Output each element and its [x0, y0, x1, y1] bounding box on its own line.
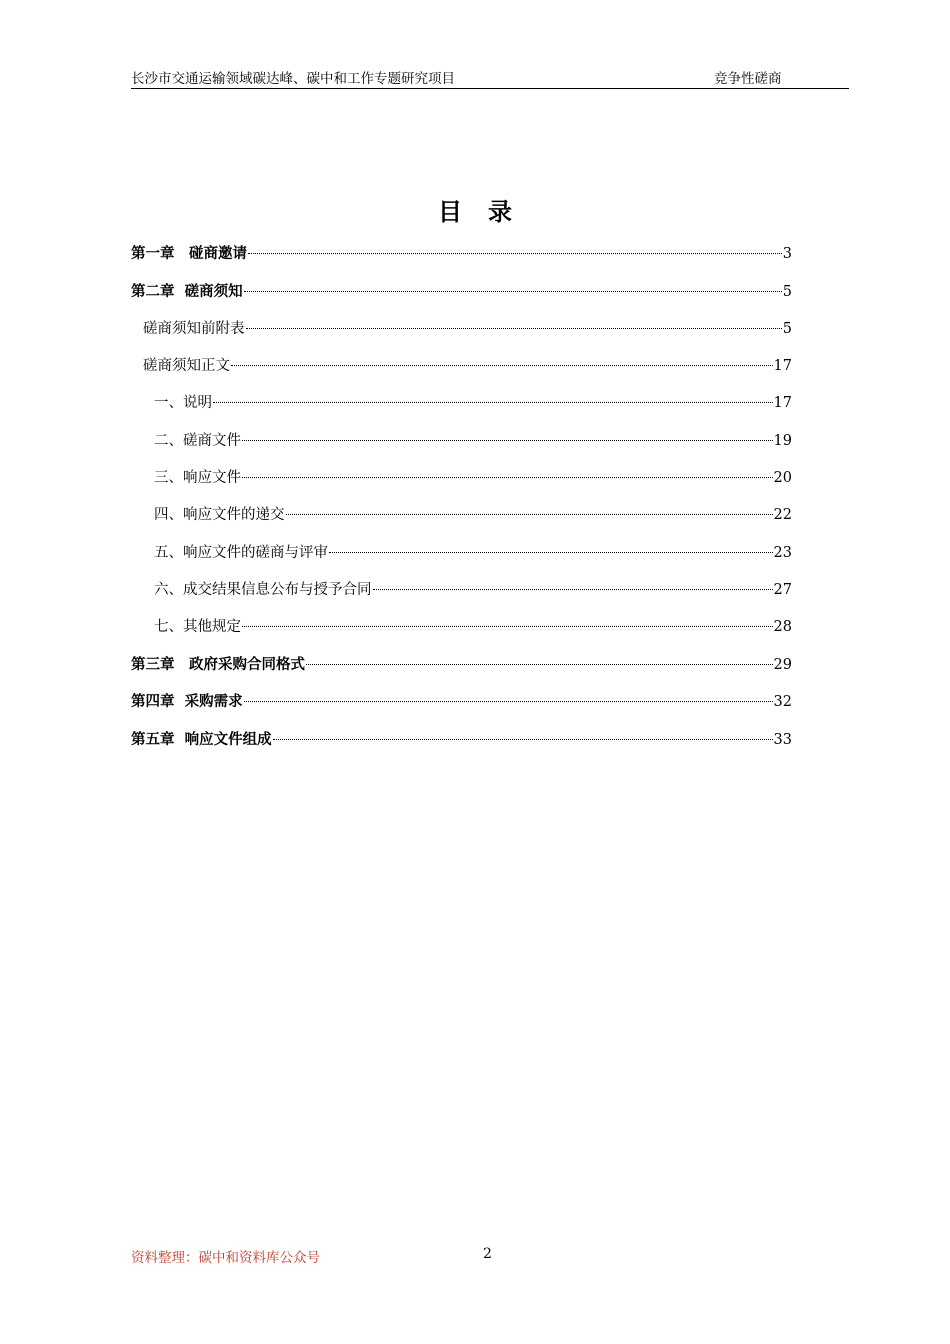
toc-leader-dots: [248, 253, 782, 254]
toc-leader-dots: [242, 440, 773, 441]
toc-entry-label: 第三章 政府采购合同格式: [131, 656, 305, 673]
page-number: 2: [483, 1246, 492, 1262]
toc-entry-main-text[interactable]: [143, 354, 792, 378]
toc-leader-dots: [213, 402, 773, 403]
toc-leader-dots: [244, 291, 782, 292]
toc-entry-chapter-2[interactable]: [131, 280, 792, 304]
toc-entry-label: 一、说明: [154, 395, 212, 411]
toc-entry-label: 三、响应文件: [154, 470, 241, 486]
toc-entry-page: 17: [773, 358, 792, 374]
toc-entry-label: 五、响应文件的磋商与评审: [154, 545, 328, 561]
toc-entry-page: 27: [773, 582, 792, 598]
toc-entry-chapter-5[interactable]: [131, 728, 792, 752]
toc-leader-dots: [273, 739, 773, 740]
toc-entry-page: 23: [773, 545, 792, 561]
toc-entry-label: 第五章 响应文件组成: [131, 731, 272, 748]
toc-entry-page: 17: [773, 395, 792, 411]
toc-entry-label: 磋商须知正文: [143, 358, 230, 374]
toc-entry-label: 七、其他规定: [154, 619, 241, 635]
toc-entry-label: 第一章 碰商邀请: [131, 245, 247, 262]
toc-entry-label: 六、成交结果信息公布与授予合同: [154, 582, 372, 598]
toc-entry-chapter-1[interactable]: [131, 242, 792, 266]
toc-entry-section-1[interactable]: [154, 391, 792, 415]
footer-source-note: 资料整理：碳中和资料库公众号: [131, 1250, 320, 1266]
toc-leader-dots: [373, 589, 773, 590]
header-project-title: 长沙市交通运输领域碳达峰、碳中和工作专题研究项目: [131, 71, 455, 87]
toc-leader-dots: [242, 477, 773, 478]
toc-title: 目录: [438, 197, 538, 226]
toc-entry-preface-table[interactable]: [143, 317, 792, 341]
toc-entry-label: 第二章 磋商须知: [131, 283, 243, 300]
toc-entry-label: 第四章 采购需求: [131, 693, 243, 710]
toc-entry-section-3[interactable]: [154, 466, 792, 490]
toc-entry-section-4[interactable]: [154, 503, 792, 527]
toc-entry-section-2[interactable]: [154, 429, 792, 453]
toc-entry-label: 四、响应文件的递交: [154, 507, 285, 523]
toc-entry-section-6[interactable]: [154, 578, 792, 602]
toc-entry-chapter-4[interactable]: [131, 690, 792, 714]
toc-entry-page: 32: [773, 694, 792, 710]
toc-entry-page: 5: [782, 284, 792, 300]
toc-entry-page: 22: [773, 507, 792, 523]
toc-entry-page: 20: [773, 470, 792, 486]
toc-entry-page: 19: [773, 433, 792, 449]
toc-leader-dots: [246, 328, 782, 329]
toc-leader-dots: [244, 701, 773, 702]
toc-entry-page: 28: [773, 619, 792, 635]
header-doc-type: 竞争性磋商: [714, 71, 782, 87]
toc-entry-page: 33: [773, 732, 792, 748]
toc-entry-chapter-3[interactable]: [131, 653, 792, 677]
toc-leader-dots: [306, 664, 773, 665]
page-header: [131, 66, 849, 89]
toc-entry-label: 磋商须知前附表: [143, 321, 245, 337]
toc-leader-dots: [242, 626, 773, 627]
toc-entry-section-5[interactable]: [154, 541, 792, 565]
toc-leader-dots: [329, 552, 773, 553]
toc-entry-label: 二、磋商文件: [154, 433, 241, 449]
toc-leader-dots: [286, 514, 773, 515]
toc-entry-page: 5: [782, 321, 792, 337]
toc-entry-section-7[interactable]: [154, 615, 792, 639]
toc-entry-page: 3: [782, 246, 792, 262]
toc-leader-dots: [231, 365, 773, 366]
toc-entry-page: 29: [773, 657, 792, 673]
